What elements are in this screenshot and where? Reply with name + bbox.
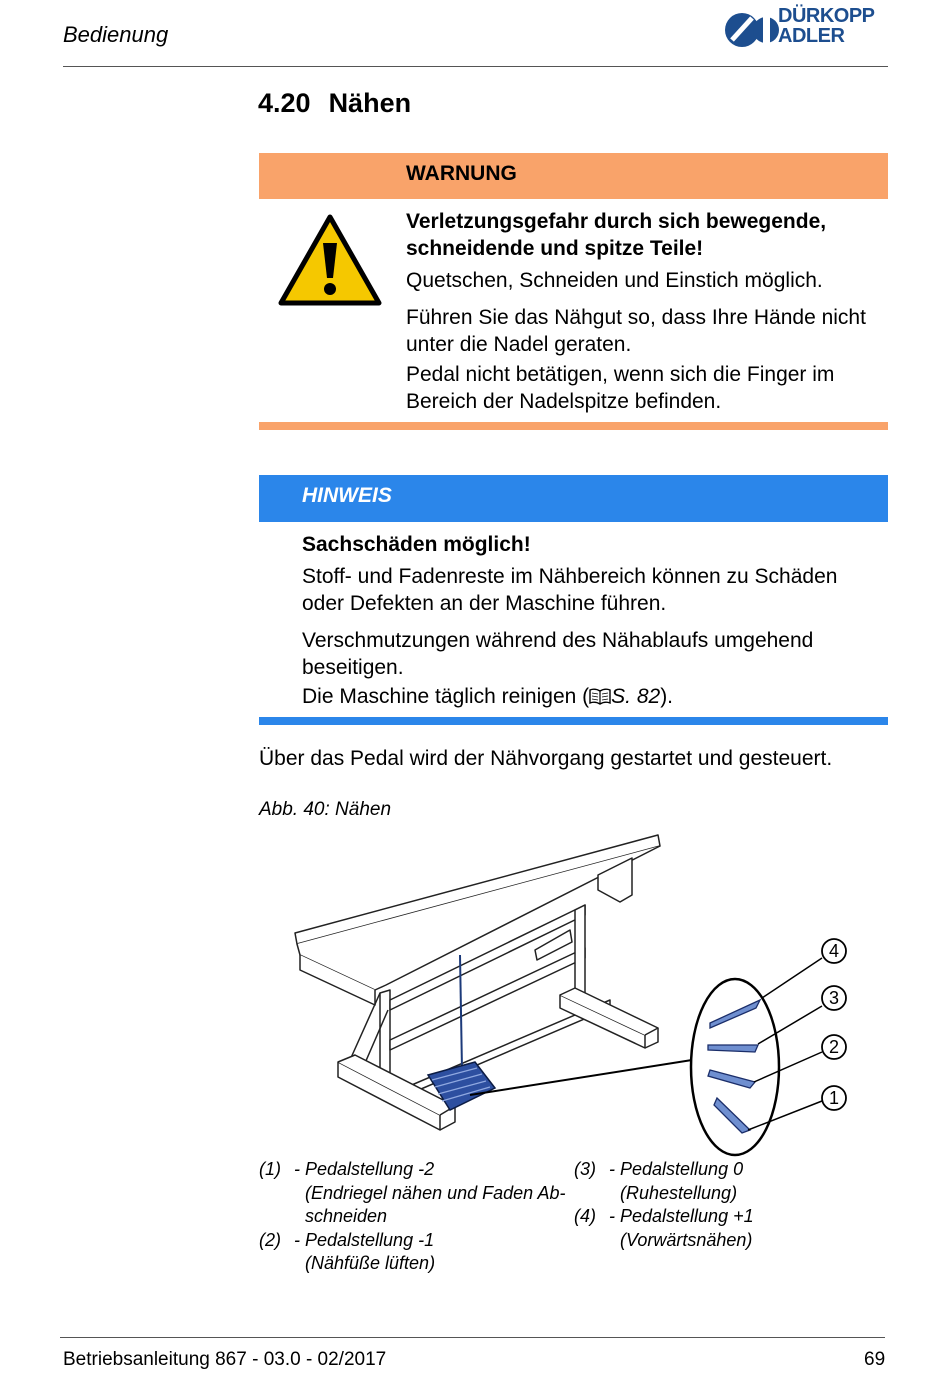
figure-caption: Abb. 40: Nähen bbox=[259, 799, 392, 820]
brand-logo-text bbox=[778, 6, 875, 46]
warning-paragraph-3: Pedal nicht betätigen, wenn sich die Finger im Bereich der Nadelspitze befinden. bbox=[406, 363, 835, 413]
legend-2-line1: - Pedalstellung -1 bbox=[294, 1229, 435, 1250]
notice-p3-suffix: ). bbox=[660, 685, 674, 708]
footer-divider bbox=[60, 1337, 885, 1338]
section-title: Nähen bbox=[328, 88, 412, 118]
legend-4-number: (4) bbox=[574, 1206, 596, 1226]
warning-paragraph-1: Quetschen, Schneiden und Einstich möglich. bbox=[406, 269, 823, 292]
legend-4-line2: (Vorwärtsnähen) bbox=[620, 1229, 753, 1250]
logo-line-2: ADLER bbox=[778, 25, 845, 47]
warning-footer-bar bbox=[259, 422, 888, 430]
section-heading bbox=[258, 88, 411, 119]
legend-1-line1: - Pedalstellung -2 bbox=[294, 1159, 435, 1179]
page-reference-link[interactable]: S. 82 bbox=[611, 685, 661, 708]
body-paragraph: Über das Pedal wird der Nähvorgang gestartet und gesteuert. bbox=[259, 747, 833, 770]
footer-document-id: Betriebsanleitung 867 - 03.0 - 02/2017 bbox=[63, 1349, 387, 1370]
section-number: 4.20 bbox=[258, 88, 311, 118]
logo-line-1: DÜRKOPP bbox=[778, 5, 875, 27]
running-header: Bedienung bbox=[63, 22, 169, 47]
notice-footer-bar bbox=[259, 717, 888, 725]
notice-paragraph-2: Verschmutzungen während des Nähablaufs umgehend beseitigen. bbox=[302, 629, 814, 679]
warning-header-bar bbox=[259, 153, 888, 199]
warning-triangle-icon bbox=[277, 213, 383, 307]
notice-headline: Sachschäden möglich! bbox=[302, 533, 531, 556]
notice-p3-prefix: Die Maschine täglich reinigen ( bbox=[302, 685, 590, 708]
callout-2: 2 bbox=[828, 1037, 840, 1057]
legend-2-line2: (Nähfüße lüften) bbox=[305, 1253, 436, 1273]
header-divider bbox=[63, 66, 888, 67]
notice-paragraph-1: Stoff- und Fadenreste im Nähbereich können zu Schäden oder Defekten an der Maschine führen. bbox=[302, 565, 838, 615]
legend-1-number: (1) bbox=[259, 1159, 281, 1179]
warning-paragraph-2: Führen Sie das Nähgut so, dass Ihre Hände nicht unter die Nadel geraten. bbox=[406, 306, 866, 356]
pedal-detail-ellipse bbox=[691, 979, 779, 1155]
notice-label: HINWEIS bbox=[302, 484, 392, 507]
warning-headline: Verletzungsgefahr durch sich bewegende, schneidende und spitze Teile! bbox=[406, 210, 827, 260]
legend-3-number: (3) bbox=[574, 1159, 596, 1179]
legend-left bbox=[259, 1158, 579, 1278]
legend-3-line1: - Pedalstellung 0 bbox=[609, 1159, 744, 1179]
notice-paragraph-3 bbox=[302, 683, 882, 710]
legend-1-line3: schneiden bbox=[305, 1206, 388, 1226]
legend-4-line1: - Pedalstellung +1 bbox=[609, 1206, 754, 1226]
legend-3-line2: (Ruhestellung) bbox=[620, 1182, 738, 1203]
warning-label: WARNUNG bbox=[406, 162, 517, 185]
legend-right bbox=[574, 1158, 874, 1258]
sewing-table-pedal-figure bbox=[280, 830, 880, 1160]
callout-3: 3 bbox=[828, 988, 840, 1008]
callout-1: 1 bbox=[828, 1088, 840, 1108]
legend-2-number: (2) bbox=[259, 1229, 281, 1250]
page-number: 69 bbox=[864, 1349, 886, 1370]
book-icon bbox=[589, 688, 611, 705]
callout-4: 4 bbox=[828, 941, 840, 961]
legend-1-line2: (Endriegel nähen und Faden Ab- bbox=[305, 1182, 566, 1203]
